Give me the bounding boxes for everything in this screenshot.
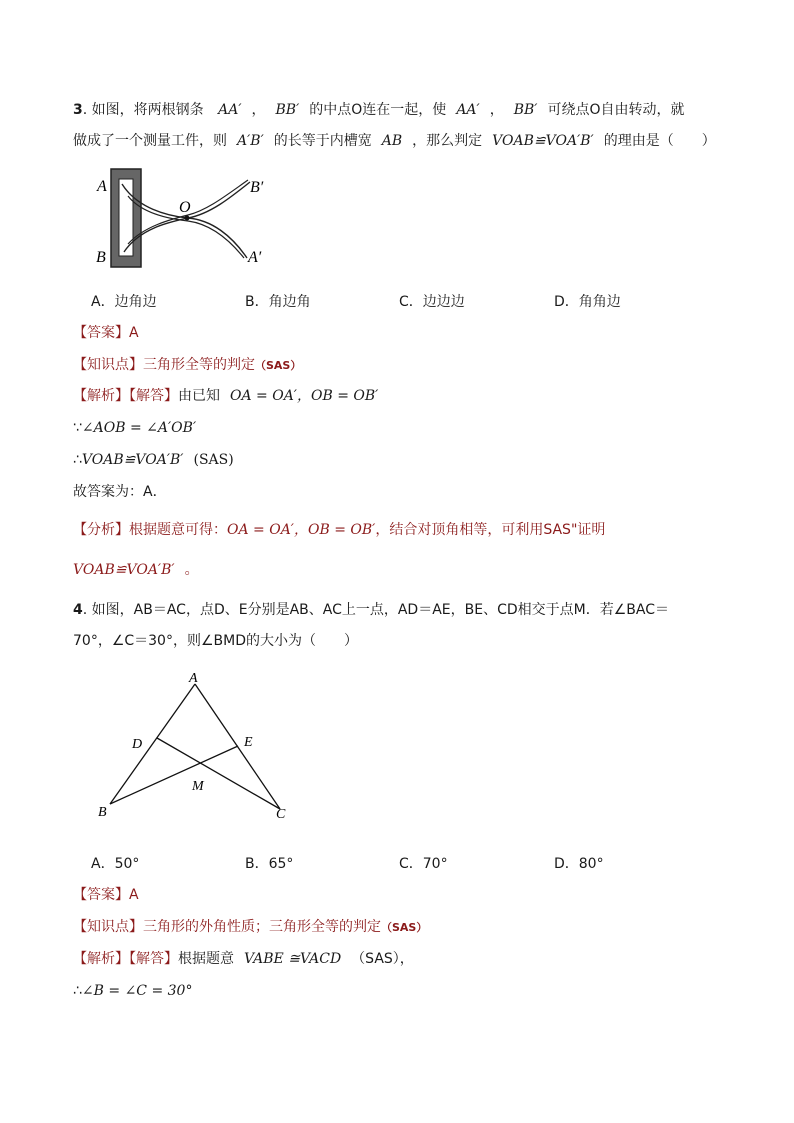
q3-answer: 【答案】A [73, 325, 139, 341]
q4-figure [92, 666, 302, 826]
q3-solution-line3: ∴VOAB≌VOA′B′ (SAS) [73, 452, 234, 468]
q4-knowledge-point: 【知识点】三角形的外角性质；三角形全等的判定（SAS） [73, 919, 428, 935]
q3-label-o: O [179, 199, 191, 216]
q3-conclusion: 故答案为：A． [73, 484, 167, 500]
q4-label-d: D [132, 737, 143, 752]
side-ab [110, 684, 195, 804]
q4-label-a: A [189, 671, 198, 686]
q3-options [91, 291, 731, 311]
q4-solution-line1: 【解析】【解答】根据题意 VABE ≅VACD （SAS）， [73, 951, 414, 967]
q3-label-b-prime: B′ [250, 179, 264, 196]
q3-stem-line2: 做成了一个测量工件，则 A′B′ 的长等于内槽宽 AB ，那么判定 VOAB≌VOA′B′ 的理由是（ ） [73, 133, 716, 149]
q3-label-a-prime: A′ [248, 249, 262, 266]
q3-label-a: A [97, 178, 107, 195]
segment-cd [157, 738, 280, 809]
q4-number: 4 [73, 602, 83, 618]
q3-knowledge-point: 【知识点】三角形全等的判定（SAS） [73, 357, 302, 373]
q4-label-m: M [192, 779, 204, 794]
pivot-point-o [185, 216, 190, 221]
q3-label-b: B [96, 249, 106, 266]
q3-option-a[interactable]: A．边角边 [91, 294, 157, 310]
q4-options [91, 853, 731, 873]
q4-option-b[interactable]: B．65° [245, 856, 294, 872]
q3-number: 3 [73, 102, 83, 118]
q4-option-c[interactable]: C．70° [399, 856, 448, 872]
q4-label-c: C [276, 807, 286, 822]
q4-option-d[interactable]: D．80° [554, 856, 604, 872]
q4-stem-line1: 4. 如图，AB＝AC，点D、E分别是AB、AC上一点，AD＝AE，BE、CD相交于点M．若∠BAC＝ [73, 602, 669, 618]
segment-be [110, 746, 238, 804]
q3-option-c[interactable]: C．边边边 [399, 294, 465, 310]
q3-analysis-line2: VOAB≌VOA′B′ 。 [73, 562, 199, 578]
q4-option-a[interactable]: A．50° [91, 856, 140, 872]
q4-label-b: B [98, 805, 107, 820]
q4-answer: 【答案】A [73, 887, 139, 903]
q3-option-d[interactable]: D．角角边 [554, 294, 621, 310]
q3-solution-line1: 【解析】【解答】由已知 OA = OA′，OB = OB′ [73, 388, 379, 404]
q3-figure [92, 166, 282, 272]
q3-solution-line2: ∵∠AOB = ∠A′OB′ [73, 420, 197, 436]
q4-label-e: E [244, 735, 253, 750]
q3-option-b[interactable]: B．角边角 [245, 294, 311, 310]
q4-solution-line2: ∴∠B = ∠C = 30° [73, 983, 193, 999]
q3-stem-line1: 3. 如图，将两根钢条 AA′ ， BB′ 的中点O连在一起，使 AA′ ， BB′ 可绕点O自由转动，就 [73, 102, 685, 118]
q3-analysis-line1: 【分析】根据题意可得：OA = OA′，OB = OB′，结合对顶角相等，可利用SAS"证明 [73, 522, 606, 538]
q4-stem-line2: 70°，∠C＝30°，则∠BMD的大小为（ ） [73, 633, 358, 649]
